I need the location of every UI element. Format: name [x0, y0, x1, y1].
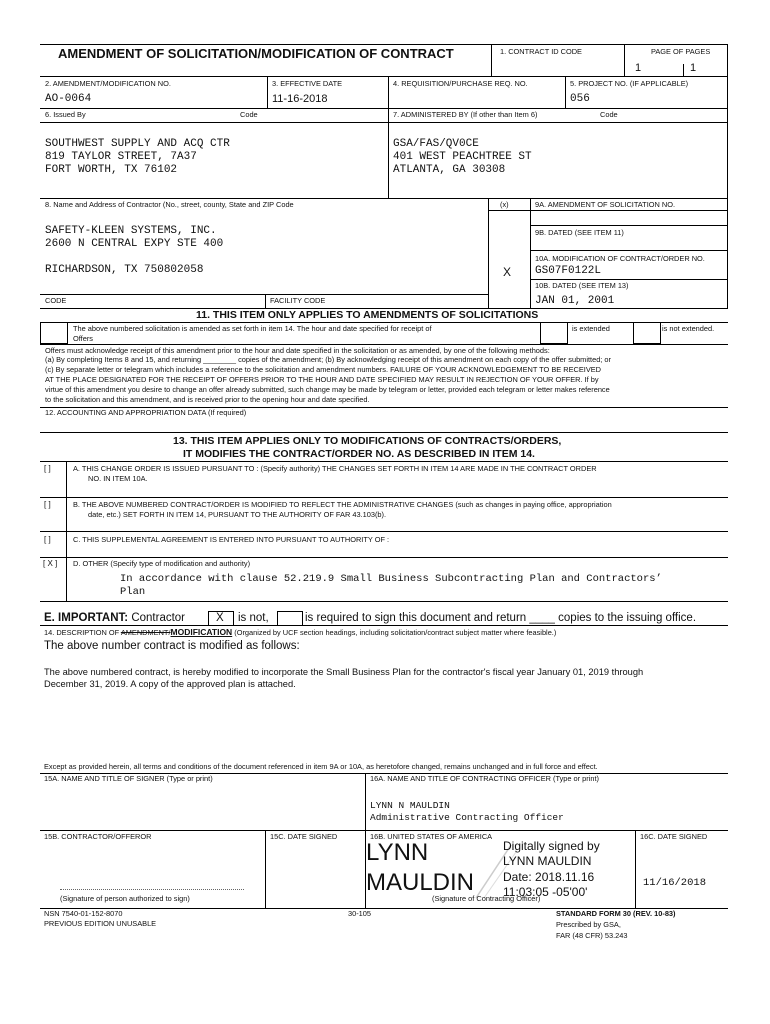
section-14-label-mod: MODIFICATION [170, 627, 233, 637]
page-number: 1 [635, 62, 642, 74]
section-11-line-b: Offers [73, 334, 93, 343]
not-extended-label: is not extended. [662, 324, 715, 333]
section-14-body-2: December 31, 2019. A copy of the approved plan is attached. [44, 679, 296, 689]
project-no-label: 5. PROJECT NO. (IF APPLICABLE) [570, 79, 689, 88]
signature-name-1: LYNN [366, 839, 429, 866]
effective-date-value: 11-16-2018 [272, 93, 328, 105]
item-16c-label: 16C. DATE SIGNED [640, 832, 708, 841]
important-label: E. IMPORTANT: [44, 612, 129, 624]
signature-name-2: MAULDIN [366, 869, 475, 896]
section-11-title: 11. THIS ITEM ONLY APPLIES TO AMENDMENTS OF SOLICITATIONS [196, 309, 539, 321]
section-14-heading: The above number contract is modified as follows: [44, 640, 300, 652]
section-11-line-a: The above numbered solicitation is amended as set forth in item 14. The hour and date specified for receipt of [73, 324, 432, 333]
important-label-row [44, 612, 185, 625]
issued-by-line-1: SOUTHWEST SUPPLY AND ACQ CTR [45, 138, 230, 150]
contractor-line-3: RICHARDSON, TX 750802058 [45, 264, 204, 276]
issued-by-line-2: 819 TAYLOR STREET, 7A37 [45, 151, 197, 163]
section-13-title-1: 13. THIS ITEM APPLIES ONLY TO MODIFICATIONS OF CONTRACTS/ORDERS, [173, 435, 562, 447]
standard-form-id: STANDARD FORM 30 (REV. 10-83) [556, 909, 676, 918]
far-reference: FAR (48 CFR) 53.243 [556, 931, 628, 940]
issued-by-line-3: FORT WORTH, TX 76102 [45, 164, 178, 176]
section-11-para-2: (a) By completing Items 8 and 15, and returning ________ copies of the amendment; (b) By acknowledging receipt of this amendment on each copy of the offer submitted; or [45, 355, 611, 364]
admin-code-label: Code [600, 110, 618, 119]
accounting-label: 12. ACCOUNTING AND APPROPRIATION DATA (If required) [45, 408, 247, 417]
digital-signature [366, 840, 634, 900]
contractor-line-1: SAFETY-KLEEN SYSTEMS, INC. [45, 225, 217, 237]
section-14-label-pre: 14. DESCRIPTION OF [44, 628, 120, 637]
section-11-checkbox[interactable] [40, 322, 68, 344]
item-9b-label: 9B. DATED (SEE ITEM 11) [535, 228, 624, 237]
prescribed-by: Prescribed by GSA, [556, 920, 621, 929]
section-14-label-post: (Organized by UCF section headings, including solicitation/contract subject matter where feasible.) [234, 628, 557, 637]
form-code: 30-105 [348, 909, 372, 918]
previous-edition: PREVIOUS EDITION UNUSABLE [44, 919, 157, 928]
digital-signed-line-4: 11:03:05 -05'00' [503, 885, 588, 899]
contractor-code-label: CODE [45, 296, 67, 305]
form-title: AMENDMENT OF SOLICITATION/MODIFICATION OF CONTRACT [58, 46, 454, 61]
item-13a-text-2: NO. IN ITEM 10A. [88, 474, 148, 483]
signature-person-caption: (Signature of person authorized to sign) [60, 894, 190, 903]
item-13b-text-1: B. THE ABOVE NUMBERED CONTRACT/ORDER IS MODIFIED TO REFLECT THE ADMINISTRATIVE CHANGES (such as changes in paying office, appropriation [73, 500, 612, 509]
contract-id-label: 1. CONTRACT ID CODE [500, 47, 582, 56]
contractor-label: 8. Name and Address of Contractor (No., street, county, State and ZIP Code [45, 200, 294, 209]
item-10b-value: JAN 01, 2001 [535, 295, 615, 307]
admin-line-2: 401 WEST PEACHTREE ST [393, 151, 532, 163]
nsn-number: NSN 7540-01-152-8070 [44, 909, 123, 918]
digital-signed-line-3: Date: 2018.11.16 [503, 870, 595, 884]
item-13c-text: C. THIS SUPPLEMENTAL AGREEMENT IS ENTERED INTO PURSUANT TO AUTHORITY OF : [73, 535, 390, 544]
not-extended-checkbox[interactable] [633, 322, 661, 344]
item-15b-label: 15B. CONTRACTOR/OFFEROR [44, 832, 152, 841]
facility-code-label: FACILITY CODE [270, 296, 326, 305]
is-not-label: is not, [238, 612, 269, 624]
admin-line-3: ATLANTA, GA 30308 [393, 164, 506, 176]
item-10b-label: 10B. DATED (SEE ITEM 13) [535, 281, 629, 290]
important-contractor: Contractor [131, 612, 186, 624]
item-13d-mark[interactable]: [ X ] [43, 559, 58, 568]
issued-code-label: Code [240, 110, 258, 119]
administered-by-label: 7. ADMINISTERED BY (If other than Item 6) [393, 110, 538, 119]
date-signed-16c: 11/16/2018 [643, 877, 707, 889]
item-10a-value: GS07F0122L [535, 265, 602, 277]
item-13b-text-2: date, etc.) SET FORTH IN ITEM 14, PURSUANT TO THE AUTHORITY OF FAR 43.103(b). [88, 510, 387, 519]
is-extended-checkbox[interactable] [540, 322, 568, 344]
item-10a-label: 10A. MODIFICATION OF CONTRACT/ORDER NO. [535, 254, 705, 263]
issued-by-label: 6. Issued By [45, 110, 86, 119]
section-11-para-4: AT THE PLACE DESIGNATED FOR THE RECEIPT OF OFFERS PRIOR TO THE HOUR AND DATE SPECIFIED MAY RESULT IN REJECTION OF YOUR OFFER. If by [45, 375, 599, 384]
is-not-x-mark: X [216, 612, 224, 624]
is-required-label: is required to sign this document and return ____ copies to the issuing office. [305, 612, 697, 624]
section-11-para-3: (c) By separate letter or telegram which includes a reference to the solicitation and amendment numbers. FAILURE OF YOUR ACKNOWLEDGEMENT TO BE RECEIVED [45, 365, 602, 374]
admin-line-1: GSA/FAS/QV0CE [393, 138, 479, 150]
section-11-para-5: virtue of this amendment you desire to change an offer already submitted, such change may be made by telegram or letter, provided each telegram or letter makes reference [45, 385, 610, 394]
effective-date-label: 3. EFFECTIVE DATE [272, 79, 343, 88]
item-16b-label: 16B. UNITED STATES OF AMERICA [370, 832, 493, 841]
item-15c-label: 15C. DATE SIGNED [270, 832, 338, 841]
is-required-checkbox[interactable] [277, 611, 303, 626]
signature-officer-caption: (Signature of Contracting Officer) [432, 894, 541, 903]
amendment-no-label: 2. AMENDMENT/MODIFICATION NO. [45, 79, 171, 88]
item-13d-value-2: Plan [120, 586, 146, 598]
item-10a-x-mark: X [503, 265, 512, 279]
project-no-value: 056 [570, 93, 590, 105]
item-13a-mark[interactable]: [ ] [44, 464, 51, 473]
officer-title: Administrative Contracting Officer [370, 812, 564, 823]
section-14-body-1: The above numbered contract, is hereby modified to incorporate the Small Business Plan for the contractor's fiscal year January 01, 2019 through [44, 667, 644, 677]
is-extended-label: is extended [572, 324, 610, 333]
section-14-label-row [44, 628, 556, 637]
section-14-label-strike: AMENDMENT/ [120, 628, 171, 637]
item-13d-value-1: In accordance with clause 52.219.9 Small Business Subcontracting Plan and Contractors’ [120, 573, 662, 585]
page-of-pages-label: PAGE OF PAGES [651, 47, 711, 56]
amendment-no-value: AO-0064 [45, 93, 92, 105]
requisition-label: 4. REQUISITION/PURCHASE REQ. NO. [393, 79, 528, 88]
item-16a-label: 16A. NAME AND TITLE OF CONTRACTING OFFICER (Type or print) [370, 774, 600, 783]
item-15a-label: 15A. NAME AND TITLE OF SIGNER (Type or print) [44, 774, 213, 783]
x-column-label: (x) [500, 200, 509, 209]
item-13a-text-1: A. THIS CHANGE ORDER IS ISSUED PURSUANT TO : (Specify authority) THE CHANGES SET FORTH IN ITEM 14 ARE MADE IN THE CONTRACT ORDER [73, 464, 597, 473]
digital-signed-line-1: Digitally signed by [503, 839, 600, 853]
section-11-para-1: Offers must acknowledge receipt of this amendment prior to the hour and date specified in the solicitation or as amended, by one of the following methods: [45, 346, 550, 355]
item-13b-mark[interactable]: [ ] [44, 500, 51, 509]
item-13d-text: D. OTHER (Specify type of modification and authority) [73, 559, 251, 568]
page-total: 1 [690, 62, 697, 74]
except-statement: Except as provided herein, all terms and conditions of the document referenced in item 9A or 10A, as heretofore changed, remains unchanged and in full force and effect. [44, 762, 598, 771]
item-13c-mark[interactable]: [ ] [44, 535, 51, 544]
section-13-title-2: IT MODIFIES THE CONTRACT/ORDER NO. AS DESCRIBED IN ITEM 14. [183, 448, 535, 460]
digital-signed-line-2: LYNN MAULDIN [503, 854, 592, 868]
officer-name: LYNN N MAULDIN [370, 800, 450, 811]
section-11-para-6: to the solicitation and this amendment, and is received prior to the opening hour and date specified. [45, 395, 370, 404]
contractor-line-2: 2600 N CENTRAL EXPY STE 400 [45, 238, 224, 250]
item-9a-label: 9A. AMENDMENT OF SOLICITATION NO. [535, 200, 676, 209]
